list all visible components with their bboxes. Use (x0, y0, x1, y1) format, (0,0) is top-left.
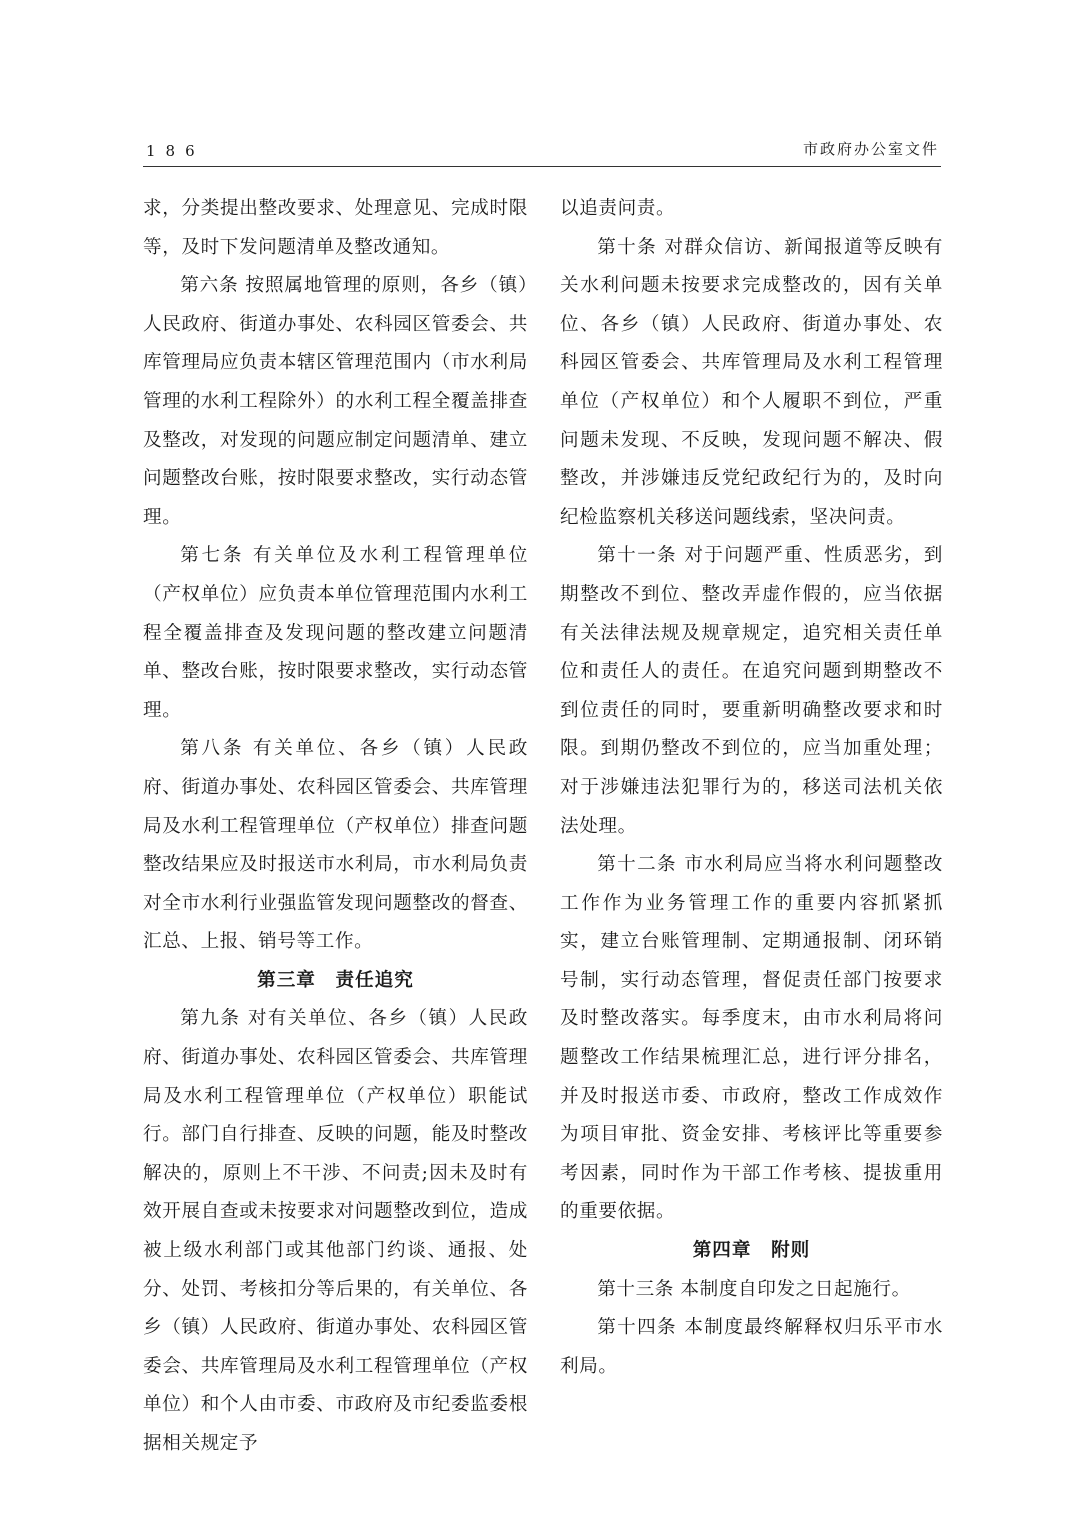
article-label: 第十四条 (597, 1317, 678, 1339)
article-text: 有关单位、各乡（镇）人民政府、街道办事处、农科园区管委会、共库管理局及水利工程管理单位（产权单位）排查问题整改结果应及时报送市水利局，市水利局负责对全市水利行业强监管发现问题整改的督查、汇总、上报、销号等工作。 (143, 738, 528, 953)
article-label: 第十一条 (597, 545, 678, 567)
article-label: 第七条 (180, 545, 245, 567)
left-column (143, 190, 528, 1464)
article-label: 第十二条 (597, 854, 678, 876)
article-text: 对有关单位、各乡（镇）人民政府、街道办事处、农科园区管委会、共库管理局及水利工程管理单位（产权单位）职能试行。部门自行排查、反映的问题，能及时整改解决的，原则上不干涉、不问责;因未及时有效开展自查或未按要求对问题整改到位，造成被上级水利部门或其他部门约谈、通报、处分、处罚、考核扣分等后果的，有关单位、各乡（镇）人民政府、街道办事处、农科园区管委会、共库管理局及水利工程管理单位（产权单位）和个人由市委、市政府及市纪委监委根据相关规定予 (143, 1008, 528, 1454)
article-10 (560, 229, 943, 538)
article-label: 第九条 (180, 1008, 241, 1030)
article-6 (143, 267, 528, 537)
running-title: 市政府办公室文件 (802, 140, 939, 158)
paragraph-continuation: 求，分类提出整改要求、处理意见、完成时限等，及时下发问题清单及整改通知。 (143, 198, 528, 258)
article-text: 对于问题严重、性质恶劣，到期整改不到位、整改弄虚作假的，应当依据有关法律法规及规章规定，追究相关责任单位和责任人的责任。在追究问题到期整改不到位责任的同时，要重新明确整改要求和时限。到期仍整改不到位的，应当加重处理；对于涉嫌违法犯罪行为的，移送司法机关依法处理。 (560, 545, 943, 837)
page-header (143, 138, 941, 167)
article-13 (560, 1271, 943, 1310)
article-text: 按照属地管理的原则，各乡（镇）人民政府、街道办事处、农科园区管委会、共库管理局应负责本辖区管理范围内（市水利局管理的水利工程除外）的水利工程全覆盖排查及整改，对发现的问题应制定问题清单、建立问题整改台账，按时限要求整改，实行动态管理。 (143, 275, 528, 528)
article-text: 本制度最终解释权归乐平市水利局。 (560, 1317, 943, 1377)
article-label: 第十条 (597, 236, 658, 258)
article-label: 第六条 (180, 275, 239, 297)
article-label: 第八条 (180, 738, 245, 760)
paragraph-continuation: 以追责问责。 (560, 198, 676, 219)
chapter-heading: 第三章 责任追究 (257, 969, 414, 991)
article-14 (560, 1309, 943, 1386)
article-8 (143, 730, 528, 962)
article-text: 本制度自印发之日起施行。 (680, 1278, 911, 1300)
article-label: 第十三条 (597, 1278, 674, 1300)
page-number: 186 (146, 142, 205, 160)
article-text: 对群众信访、新闻报道等反映有关水利问题未按要求完成整改的，因有关单位、各乡（镇）人民政府、街道办事处、农科园区管委会、共库管理局及水利工程管理单位（产权单位）和个人履职不到位，严重问题未发现、不反映，发现问题不解决、假整改，并涉嫌违反党纪政纪行为的，及时向纪检监察机关移送问题线索，坚决问责。 (560, 236, 943, 528)
article-7 (143, 537, 528, 730)
article-text: 有关单位及水利工程管理单位（产权单位）应负责本单位管理范围内水利工程全覆盖排查及发现问题的整改建立问题清单、整改台账，按时限要求整改，实行动态管理。 (143, 545, 528, 721)
article-9 (143, 1000, 528, 1463)
article-11 (560, 537, 943, 846)
article-12 (560, 846, 943, 1232)
article-text: 市水利局应当将水利问题整改工作作为业务管理工作的重要内容抓紧抓实，建立台账管理制、定期通报制、闭环销号制，实行动态管理，督促责任部门按要求及时整改落实。每季度末，由市水利局将问题整改工作结果梳理汇总，进行评分排名，并及时报送市委、市政府，整改工作成效作为项目审批、资金安排、考核评比等重要参考因素，同时作为干部工作考核、提拔重用的重要依据。 (560, 854, 943, 1223)
right-column (560, 190, 943, 1386)
chapter-heading: 第四章 附则 (692, 1240, 811, 1262)
